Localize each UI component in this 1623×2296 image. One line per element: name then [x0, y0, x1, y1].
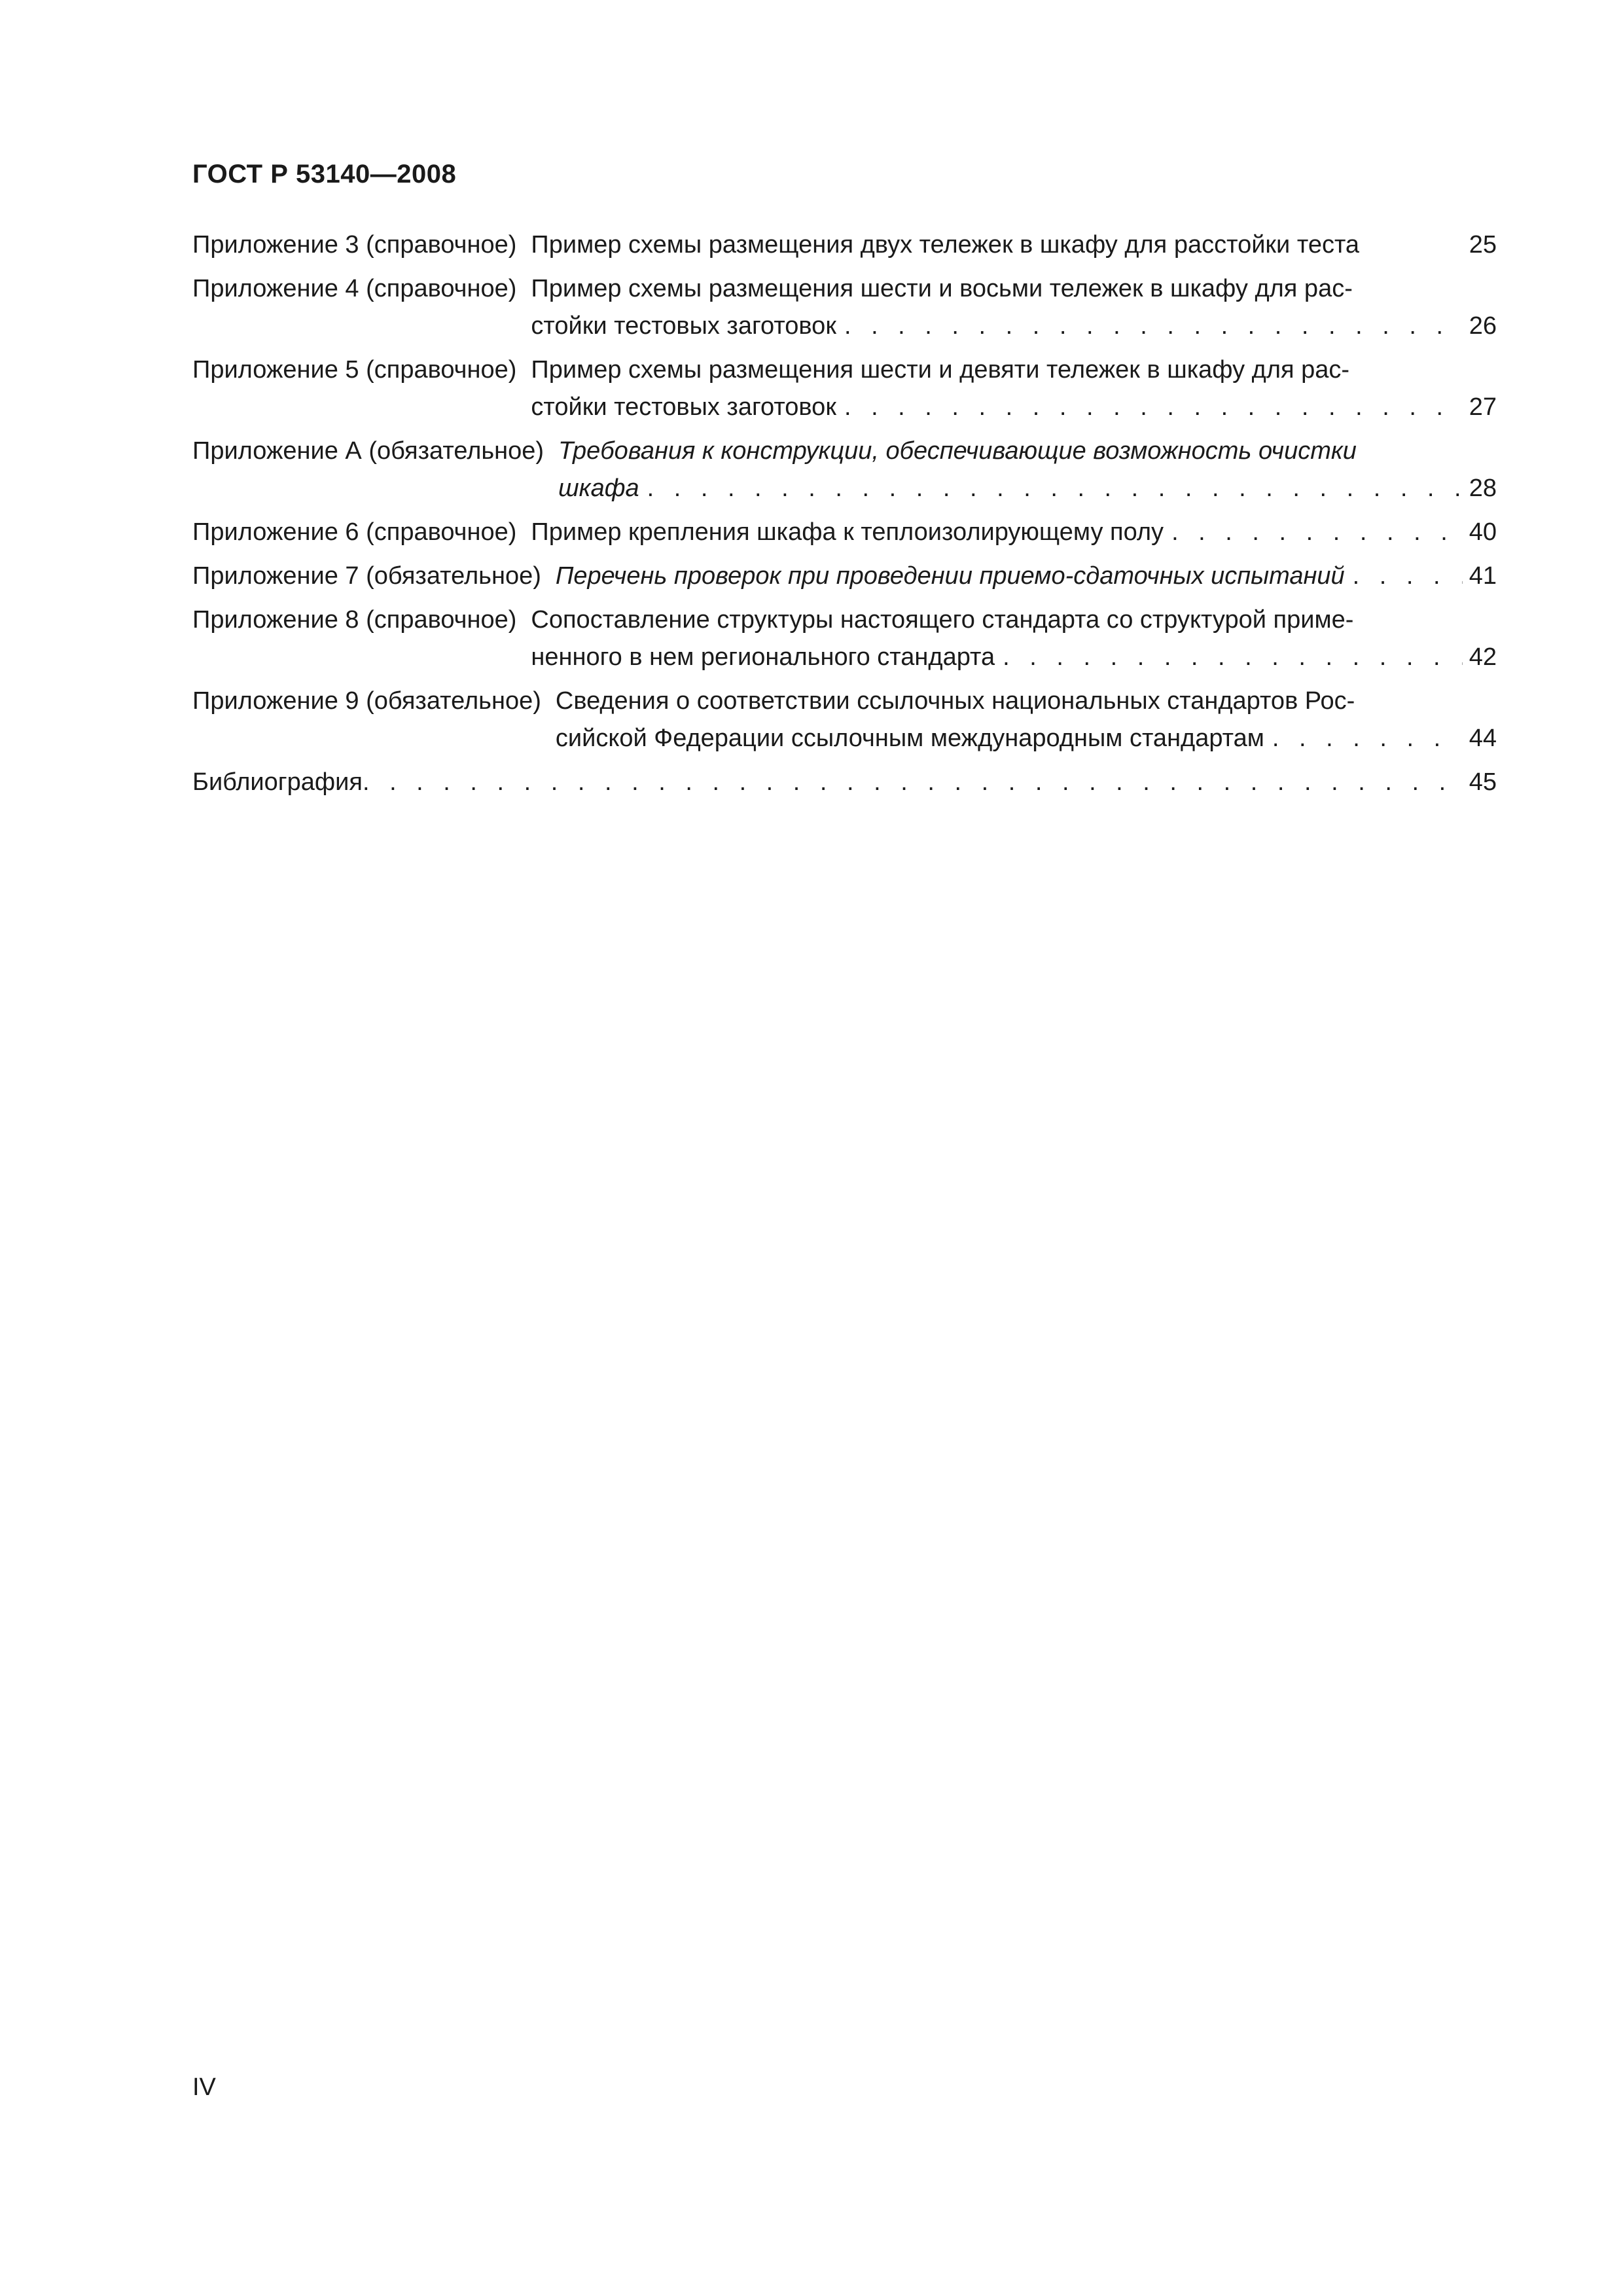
- toc-page-number: 25: [1469, 231, 1497, 259]
- toc-title: Требования к конструкции, обеспечивающие возможность очистки: [558, 437, 1357, 465]
- toc-entry-appendix-3[interactable]: [192, 226, 1497, 264]
- toc-title: Сведения о соответствии ссылочных национальных стандартов Рос-: [555, 687, 1355, 715]
- toc-label: Приложение 4 (справочное): [192, 275, 517, 302]
- toc-title-continued: шкафа: [558, 475, 639, 502]
- toc-label: Приложение 8 (справочное): [192, 606, 517, 634]
- toc-page-number: 42: [1469, 643, 1497, 671]
- dot-leader: [1171, 514, 1463, 551]
- toc-label: Приложение 7 (обязательное): [192, 562, 541, 590]
- toc-entry-appendix-5[interactable]: [192, 351, 1497, 426]
- toc-entry-appendix-9[interactable]: [192, 683, 1497, 757]
- toc-entry-appendix-a[interactable]: [192, 433, 1497, 507]
- toc-title-continued: ненного в нем регионального стандарта: [531, 643, 995, 671]
- dot-leader: [1003, 639, 1463, 676]
- document-code: ГОСТ Р 53140—2008: [192, 160, 457, 188]
- toc-page-number: 40: [1469, 518, 1497, 546]
- dot-leader: [1272, 720, 1463, 757]
- toc-title: Пример схемы размещения двух тележек в шкафу для расстойки теста: [531, 231, 1360, 259]
- toc-label: Приложение 9 (обязательное): [192, 687, 541, 715]
- toc-label: Приложение 5 (справочное): [192, 356, 517, 384]
- page-number-footer: IV: [192, 2073, 216, 2101]
- toc-entry-appendix-7[interactable]: [192, 558, 1497, 595]
- toc-label: Библиография: [192, 768, 363, 796]
- toc-title: Пример крепления шкафа к теплоизолирующему полу: [531, 518, 1164, 546]
- toc-title: Пример схемы размещения шести и девяти тележек в шкафу для рас-: [531, 356, 1350, 384]
- toc-title: Сопоставление структуры настоящего стандарта со структурой приме-: [531, 606, 1354, 634]
- toc-page-number: 44: [1469, 725, 1497, 752]
- toc-page-number: 27: [1469, 393, 1497, 421]
- dot-leader: [1353, 558, 1463, 595]
- toc-label: Приложение А (обязательное): [192, 437, 544, 465]
- toc-entry-appendix-6[interactable]: [192, 514, 1497, 551]
- toc-title-continued: стойки тестовых заготовок: [531, 393, 836, 421]
- dot-leader: [647, 470, 1463, 507]
- toc-page-number: 26: [1469, 312, 1497, 340]
- toc-page-number: 28: [1469, 475, 1497, 502]
- toc-label: Приложение 6 (справочное): [192, 518, 517, 546]
- table-of-contents: [192, 226, 1497, 808]
- dot-leader: [844, 308, 1463, 345]
- toc-title: Перечень проверок при проведении приемо-сдаточных испытаний: [555, 562, 1345, 590]
- toc-page-number: 45: [1469, 768, 1497, 796]
- dot-leader: [844, 389, 1463, 426]
- toc-entry-bibliography[interactable]: [192, 764, 1497, 801]
- toc-label: Приложение 3 (справочное): [192, 231, 517, 259]
- dot-leader: [363, 764, 1463, 801]
- toc-entry-appendix-8[interactable]: [192, 601, 1497, 676]
- toc-page-number: 41: [1469, 562, 1497, 590]
- toc-title: Пример схемы размещения шести и восьми тележек в шкафу для рас-: [531, 275, 1353, 302]
- toc-entry-appendix-4[interactable]: [192, 270, 1497, 345]
- toc-title-continued: сийской Федерации ссылочным международным стандартам: [555, 725, 1264, 752]
- toc-title-continued: стойки тестовых заготовок: [531, 312, 836, 340]
